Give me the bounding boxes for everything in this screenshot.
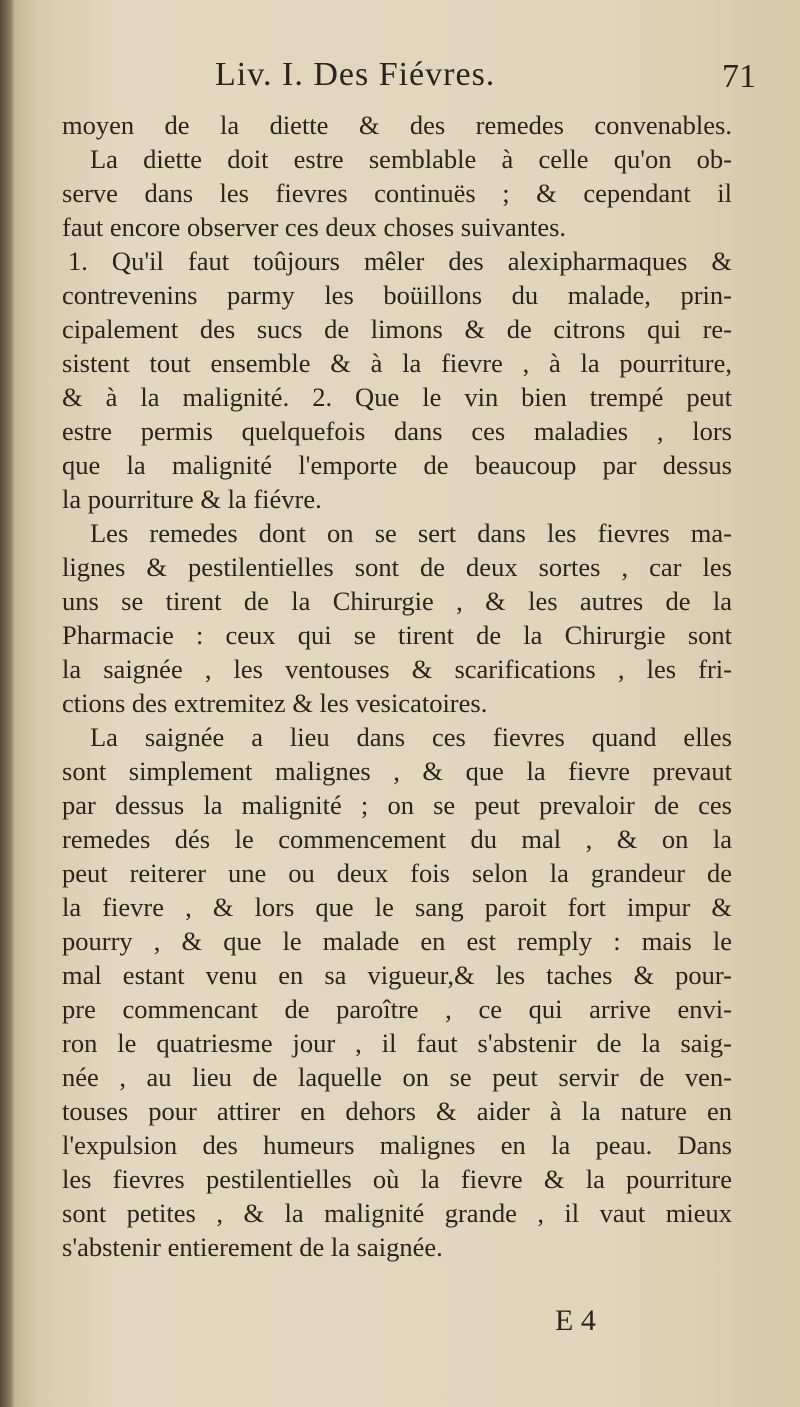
text-line: mal estant venu en sa vigueur,& les taches & pour- (62, 960, 732, 990)
text-line: estre permis quelquefois dans ces maladies , lors (62, 416, 732, 446)
text-line: La saignée a lieu dans ces fievres quand elles (90, 722, 732, 752)
text-line: uns se tirent de la Chirurgie , & les autres de la (62, 586, 732, 616)
text-line: serve dans les fievres continuës ; & cependant il (62, 178, 732, 208)
text-line: cipalement des sucs de limons & de citrons qui re- (62, 314, 732, 344)
text-line: 1. Qu'il faut toûjours mêler des alexipharmaques & (68, 246, 732, 276)
text-line: la saignée , les ventouses & scarifications , les fri- (62, 654, 732, 684)
text-line: l'expulsion des humeurs malignes en la peau. Dans (62, 1130, 732, 1160)
text-line: peut reiterer une ou deux fois selon la grandeur de (62, 858, 732, 888)
running-head: Liv. I. Des Fiévres. (215, 56, 496, 93)
text-line: ron le quatriesme jour , il faut s'abstenir de la saig- (62, 1028, 732, 1058)
text-line: par dessus la malignité ; on se peut prevaloir de ces (62, 790, 732, 820)
text-line: née , au lieu de laquelle on se peut servir de ven- (62, 1062, 732, 1092)
text-line: la fievre , & lors que le sang paroit fort impur & (62, 892, 732, 922)
text-line: pourry , & que le malade en est remply : mais le (62, 926, 732, 956)
text-line: remedes dés le commencement du mal , & on la (62, 824, 732, 854)
page-header (0, 56, 800, 106)
text-line: sistent tout ensemble & à la fievre , à la pourriture, (62, 348, 732, 378)
text-line: touses pour attirer en dehors & aider à la nature en (62, 1096, 732, 1126)
text-line: pre commencant de paroître , ce qui arrive envi- (62, 994, 732, 1024)
text-line: Pharmacie : ceux qui se tirent de la Chirurgie sont (62, 620, 732, 650)
text-line: moyen de la diette & des remedes convenables. (62, 110, 732, 140)
text-line: & à la malignité. 2. Que le vin bien trempé peut (62, 382, 732, 412)
text-line: faut encore observer ces deux choses suivantes. (62, 212, 567, 242)
page-body (62, 108, 732, 1264)
text-line: La diette doit estre semblable à celle qu'on ob- (90, 144, 732, 174)
text-line: contrevenins parmy les boüillons du malade, prin- (62, 280, 732, 310)
text-line: que la malignité l'emporte de beaucoup par dessus (62, 450, 732, 480)
signature-mark: E 4 (555, 1304, 596, 1337)
text-line: sont simplement malignes , & que la fievre prevaut (62, 756, 732, 786)
text-line: sont petites , & la malignité grande , il vaut mieux (62, 1198, 732, 1228)
page-number: 71 (722, 58, 756, 95)
text-line: ctions des extremitez & les vesicatoires. (62, 688, 488, 718)
text-line: Les remedes dont on se sert dans les fievres ma- (90, 518, 732, 548)
text-line: s'abstenir entierement de la saignée. (62, 1232, 443, 1262)
text-line: la pourriture & la fiévre. (62, 484, 322, 514)
text-line: les fievres pestilentielles où la fievre & la pourriture (62, 1164, 732, 1194)
text-line: lignes & pestilentielles sont de deux sortes , car les (62, 552, 732, 582)
binding-gutter (0, 0, 14, 1407)
